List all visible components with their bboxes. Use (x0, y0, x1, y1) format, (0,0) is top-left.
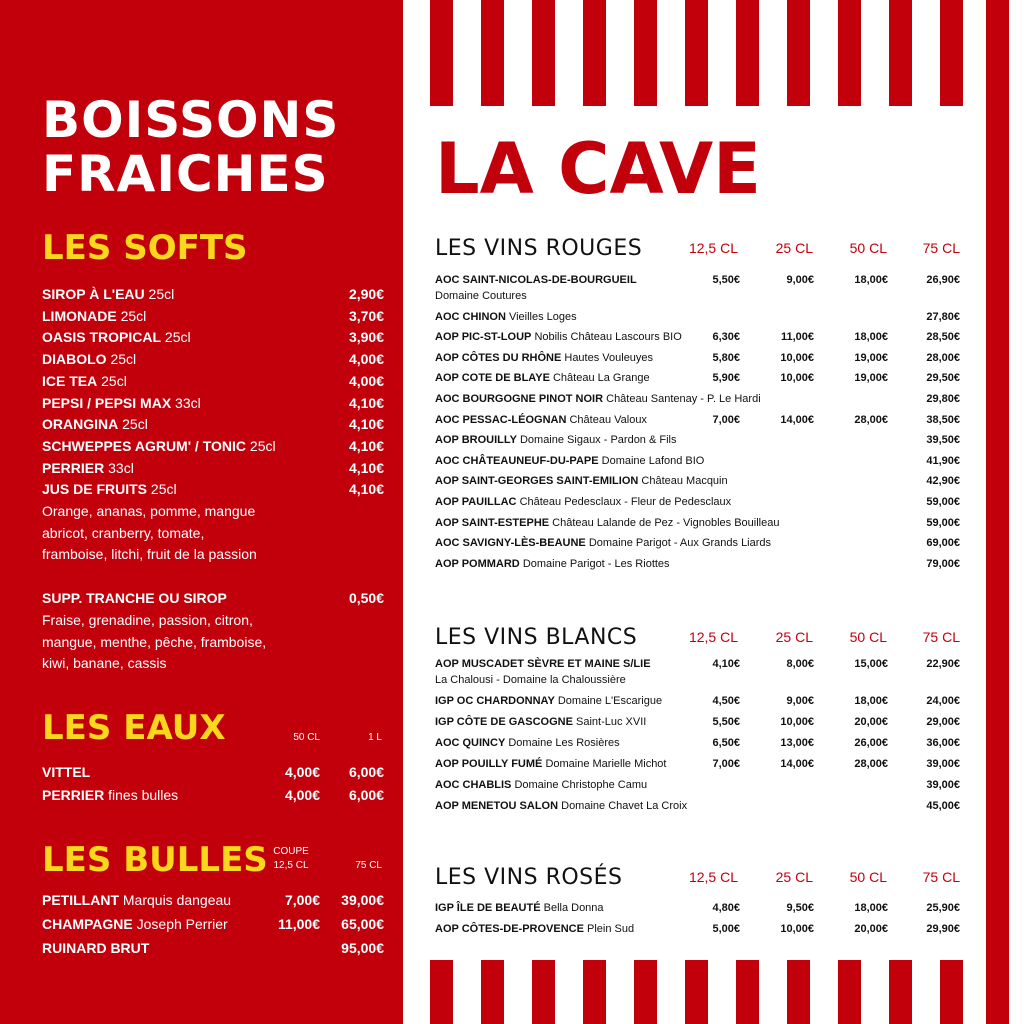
softs-row (42, 436, 384, 456)
drink-name: CHAMPAGNE (42, 916, 133, 932)
drink-price: 4,10€ (348, 416, 384, 433)
wine-name: AOC CHÂTEAUNEUF-DU-PAPE (435, 454, 599, 467)
wine-price: 7,00€ (712, 758, 740, 770)
softs-row (42, 306, 384, 326)
drink-detail: Joseph Perrier (136, 916, 228, 932)
stripe (787, 960, 810, 1024)
wine-price: 5,80€ (712, 351, 740, 364)
column-header: 50 CL (849, 629, 887, 645)
wine-name: AOC QUINCY (435, 737, 506, 749)
softs-row (42, 458, 384, 478)
wine-price: 5,50€ (712, 274, 740, 286)
stripe (736, 0, 759, 106)
wine-price: 6,50€ (712, 737, 740, 749)
drink-name: RUINARD BRUT (42, 940, 150, 956)
eaux-row (42, 762, 384, 782)
wine-producer: Domaine Marielle Michot (545, 758, 667, 770)
stripe (940, 0, 963, 106)
stripe (532, 0, 555, 106)
bulles-row (42, 890, 384, 910)
wine-price: 18,00€ (854, 902, 888, 914)
wine-subtitle: La Chalousi - Domaine la Chaloussière (435, 674, 626, 686)
stripe (685, 960, 708, 1024)
wine-name: AOC CHINON (435, 310, 506, 323)
bulles-row (42, 938, 384, 958)
cave-title: LA CAVE (435, 128, 761, 210)
wine-name: AOC BOURGOGNE PINOT NOIR (435, 393, 604, 405)
price-col1: 11,00€ (277, 916, 320, 932)
wine-name: AOC CHABLIS (435, 779, 512, 791)
column-header: 25 CL (775, 629, 813, 645)
stripe (838, 960, 861, 1024)
wine-producer: Château Valoux (569, 413, 647, 426)
wine-price: 42,90€ (926, 475, 960, 488)
wine-price: 29,00€ (926, 716, 960, 728)
wine-name: IGP ÎLE DE BEAUTÉ (435, 902, 541, 914)
wine-name: AOP CÔTES DU RHÔNE (435, 351, 562, 364)
drink-detail: Marquis dangeau (122, 892, 232, 908)
wine-price: 39,00€ (926, 779, 960, 791)
column-header: 75 CL (922, 629, 960, 645)
drink-name: PETILLANT (42, 892, 119, 908)
wine-row (435, 656, 961, 672)
stripe (838, 0, 861, 106)
column-header: 12,5 CL (688, 240, 738, 256)
wine-price: 26,00€ (854, 737, 888, 749)
wine-row (435, 714, 961, 730)
wine-producer: Nobilis Château Lascours BIO (534, 331, 682, 344)
wine-row (435, 693, 961, 709)
wine-price: 29,90€ (926, 923, 960, 935)
wine-producer: Château Macquin (641, 475, 728, 488)
wine-producer: Hautes Vouleuyes (564, 351, 654, 364)
column-header: 75 CL (922, 869, 960, 885)
wine-price: 9,00€ (786, 695, 814, 707)
wine-producer: Château La Grange (552, 372, 650, 385)
wine-row (435, 329, 961, 345)
wine-price: 10,00€ (780, 372, 814, 385)
page-title-line2: FRAICHES (42, 145, 329, 203)
wine-row (435, 556, 961, 572)
bulles-col2-header: 75 CL (355, 860, 382, 871)
softs-heading: LES SOFTS (42, 228, 248, 268)
wine-price: 28,00€ (854, 758, 888, 770)
stripe (634, 960, 657, 1024)
drink-price: 4,10€ (348, 459, 384, 476)
wine-row (435, 370, 961, 386)
wine-row (435, 391, 961, 407)
wine-price: 36,00€ (926, 737, 960, 749)
wine-name: AOP PAUILLAC (435, 496, 517, 508)
wine-price: 29,80€ (926, 393, 960, 405)
eaux-heading: LES EAUX (42, 708, 226, 748)
price-col2: 6,00€ (348, 787, 384, 803)
wine-price: 28,00€ (926, 351, 960, 364)
wine-row (435, 412, 961, 428)
softs-row (42, 371, 384, 391)
stripe (481, 0, 504, 106)
supp-description: Fraise, grenadine, passion, citron, mangue, menthe, pêche, framboise, kiwi, banane, cassis (42, 612, 267, 671)
wine-price: 4,10€ (712, 658, 740, 670)
stripe (583, 0, 606, 106)
eaux-col1-header: 50 CL (293, 732, 320, 743)
decorative-side-stripe (986, 0, 1009, 1024)
wine-price: 5,90€ (712, 372, 740, 385)
wine-row (435, 535, 961, 551)
wine-price: 45,00€ (926, 800, 960, 812)
stripe (481, 960, 504, 1024)
price-col1: 4,00€ (284, 787, 320, 803)
bulles-col1-header-b: 12,5 CL (273, 860, 309, 871)
drink-size: 25cl (148, 286, 175, 302)
wine-name: AOP BROUILLY (435, 434, 517, 447)
wine-price: 28,00€ (854, 413, 888, 426)
drink-size: 33cl (175, 394, 201, 411)
wine-row (435, 798, 961, 814)
drink-size: 25cl (164, 329, 191, 346)
wine-price: 10,00€ (780, 923, 814, 935)
drink-size: 25cl (101, 372, 127, 389)
wine-price: 39,00€ (926, 758, 960, 770)
wine-name: AOC SAINT-NICOLAS-DE-BOURGUEIL (435, 274, 637, 286)
rouges-heading: LES VINS ROUGES (435, 236, 643, 261)
stripe (430, 960, 453, 1024)
wine-row (435, 777, 961, 793)
column-header: 75 CL (922, 240, 960, 256)
price-col1: 7,00€ (284, 892, 320, 908)
drink-price: 3,70€ (348, 307, 384, 324)
wine-row (435, 350, 961, 366)
wine-price: 18,00€ (854, 695, 888, 707)
wine-name: AOP MENETOU SALON (435, 800, 559, 812)
wine-name: AOC SAVIGNY-LÈS-BEAUNE (435, 537, 586, 550)
wine-name: AOP MUSCADET SÈVRE ET MAINE S/LIE (435, 658, 651, 670)
wine-row (435, 494, 961, 510)
wine-price: 8,00€ (786, 658, 814, 670)
wine-row (435, 515, 961, 531)
decorative-stripes-top (430, 0, 1024, 106)
wine-name: IGP OC CHARDONNAY (435, 695, 555, 707)
decorative-stripes-bottom (430, 960, 1024, 1024)
wine-price: 24,00€ (926, 695, 960, 707)
bulles-row (42, 914, 384, 934)
wine-producer: Plein Sud (587, 923, 635, 935)
wine-producer: Domaine Les Rosières (508, 737, 620, 749)
wine-producer: Château Santenay - P. Le Hardi (606, 393, 761, 405)
wine-producer: Domaine Sigaux - Pardon & Fils (519, 434, 677, 447)
drink-detail: fines bulles (108, 787, 179, 803)
stripe (889, 0, 912, 106)
wine-price: 13,00€ (780, 737, 814, 749)
stripe (889, 960, 912, 1024)
wine-price: 20,00€ (854, 716, 888, 728)
bulles-col1-header-a: COUPE (273, 846, 309, 857)
wine-producer: Domaine Parigot - Aux Grands Liards (588, 537, 772, 550)
price-col1: 4,00€ (284, 764, 320, 780)
wine-price: 79,00€ (926, 557, 960, 570)
wine-price: 10,00€ (780, 716, 814, 728)
wine-name: AOP SAINT-GEORGES SAINT-EMILION (435, 475, 639, 488)
softs-row (42, 284, 384, 304)
wine-price: 27,80€ (926, 310, 960, 323)
wine-row (435, 921, 961, 937)
stripe (634, 0, 657, 106)
price-col2: 65,00€ (341, 916, 384, 932)
stripe (685, 0, 708, 106)
column-header: 25 CL (775, 869, 813, 885)
wine-name: AOC PESSAC-LÉOGNAN (435, 413, 567, 426)
wine-price: 22,90€ (926, 658, 960, 670)
roses-heading: LES VINS ROSÉS (435, 865, 623, 890)
drink-name: PEPSI / PEPSI MAX (42, 394, 172, 411)
wine-price: 4,50€ (712, 695, 740, 707)
page-title-line1: BOISSONS (42, 91, 340, 149)
wine-price: 4,80€ (712, 902, 740, 914)
drink-price: 4,00€ (348, 351, 384, 368)
wine-price: 11,00€ (780, 331, 814, 344)
column-header: 25 CL (775, 240, 813, 256)
wine-price: 14,00€ (780, 758, 814, 770)
drink-name: SIROP À L'EAU (42, 286, 145, 302)
drink-size: 25cl (150, 481, 177, 498)
wine-name: IGP CÔTE DE GASCOGNE (435, 716, 573, 728)
drink-name: ICE TEA (42, 372, 98, 389)
wine-price: 26,90€ (926, 274, 960, 286)
eaux-col2-header: 1 L (368, 732, 382, 743)
wine-name: AOP COTE DE BLAYE (435, 372, 550, 385)
wine-row (435, 272, 961, 288)
wine-price: 19,00€ (854, 351, 888, 364)
drink-price: 2,90€ (348, 286, 384, 302)
wine-price: 39,50€ (926, 434, 960, 447)
drink-name: VITTEL (42, 764, 91, 780)
drink-name: SCHWEPPES AGRUM' / TONIC (42, 437, 247, 454)
wine-price: 7,00€ (712, 413, 740, 426)
left-panel (0, 0, 403, 1024)
bulles-heading: LES BULLES (42, 840, 268, 880)
wine-price: 9,00€ (786, 274, 814, 286)
wine-price: 59,00€ (926, 516, 960, 529)
wine-price: 38,50€ (926, 413, 960, 426)
drink-price: 4,10€ (348, 394, 384, 411)
right-panel (403, 0, 1024, 1024)
drink-size: 25cl (110, 351, 137, 368)
drink-price: 3,90€ (348, 329, 384, 346)
wine-price: 19,00€ (854, 372, 888, 385)
drink-name: OASIS TROPICAL (42, 329, 162, 346)
wine-row (435, 432, 961, 448)
wine-price: 41,90€ (926, 454, 960, 467)
wine-price: 69,00€ (926, 537, 960, 550)
wine-name: AOP SAINT-ESTEPHE (435, 516, 550, 529)
wine-producer: Bella Donna (543, 902, 604, 914)
stripe (532, 960, 555, 1024)
drink-size: 33cl (108, 459, 134, 476)
drink-price: 4,10€ (348, 437, 384, 454)
wine-row (435, 309, 961, 325)
stripe (430, 0, 453, 106)
wine-producer: Vieilles Loges (508, 310, 577, 323)
softs-row (42, 393, 384, 413)
wine-producer: Château Pedesclaux - Fleur de Pedesclaux (519, 496, 732, 508)
blancs-heading: LES VINS BLANCS (435, 625, 638, 650)
stripe (940, 960, 963, 1024)
wine-producer: Domaine Chavet La Croix (561, 800, 688, 812)
stripe (736, 960, 759, 1024)
wine-name: AOP POMMARD (435, 557, 520, 570)
wine-producer: Domaine L'Escarigue (557, 695, 663, 707)
column-header: 50 CL (849, 869, 887, 885)
wine-price: 59,00€ (926, 496, 960, 508)
wine-producer: Domaine Lafond BIO (601, 454, 705, 467)
supp-row: SUPP. TRANCHE OU SIROP 0,50€ (42, 590, 384, 606)
softs-row (42, 349, 384, 369)
drink-name: LIMONADE (42, 307, 117, 324)
wine-price: 28,50€ (926, 331, 960, 344)
column-header: 12,5 CL (688, 869, 738, 885)
wine-producer: Domaine Christophe Camu (514, 779, 648, 791)
wine-price: 10,00€ (780, 351, 814, 364)
wine-subtitle: Domaine Coutures (435, 289, 527, 302)
wine-price: 9,50€ (786, 902, 814, 914)
softs-row (42, 327, 384, 347)
juice-description: Orange, ananas, pomme, mangue abricot, cranberry, tomate, framboise, litchi, fruit de la passion (42, 503, 257, 562)
wine-price: 18,00€ (854, 331, 888, 344)
wine-price: 5,50€ (712, 716, 740, 728)
wine-price: 20,00€ (854, 923, 888, 935)
wine-name: AOP POUILLY FUMÉ (435, 758, 543, 770)
wine-producer: Saint-Luc XVII (576, 716, 647, 728)
drink-name: ORANGINA (42, 416, 119, 433)
drink-price: 4,10€ (348, 481, 384, 498)
drink-name: PERRIER (42, 459, 105, 476)
price-col2: 39,00€ (341, 892, 384, 908)
stripe (787, 0, 810, 106)
drink-size: 25cl (122, 416, 148, 433)
softs-row (42, 414, 384, 434)
drink-size: 25cl (120, 307, 147, 324)
softs-row (42, 479, 384, 499)
wine-producer: Domaine Parigot - Les Riottes (522, 557, 670, 570)
wine-price: 25,90€ (926, 902, 960, 914)
wine-row (435, 735, 961, 751)
price-col2: 6,00€ (348, 764, 384, 780)
wine-name: AOP CÔTES-DE-PROVENCE (435, 923, 584, 935)
drink-name: PERRIER (42, 787, 105, 803)
wine-row (435, 473, 961, 489)
wine-name: AOP PIC-ST-LOUP (435, 331, 532, 344)
drink-price: 4,00€ (348, 372, 384, 389)
wine-price: 6,30€ (712, 331, 740, 344)
wine-price: 14,00€ (780, 413, 814, 426)
column-header: 50 CL (849, 240, 887, 256)
column-header: 12,5 CL (688, 629, 738, 645)
wine-price: 5,00€ (712, 923, 740, 935)
stripe (583, 960, 606, 1024)
wine-producer: Château Lalande de Pez - Vignobles Bouilleau (552, 516, 780, 529)
drink-name: JUS DE FRUITS (42, 481, 148, 498)
wine-price: 29,50€ (926, 372, 960, 385)
price-col2: 95,00€ (341, 940, 384, 956)
drink-name: DIABOLO (42, 351, 107, 368)
wine-price: 15,00€ (854, 658, 888, 670)
wine-row (435, 756, 961, 772)
drink-size: 25cl (249, 437, 276, 454)
wine-row (435, 453, 961, 469)
eaux-row (42, 785, 384, 805)
wine-price: 18,00€ (854, 274, 888, 286)
wine-row (435, 900, 961, 916)
